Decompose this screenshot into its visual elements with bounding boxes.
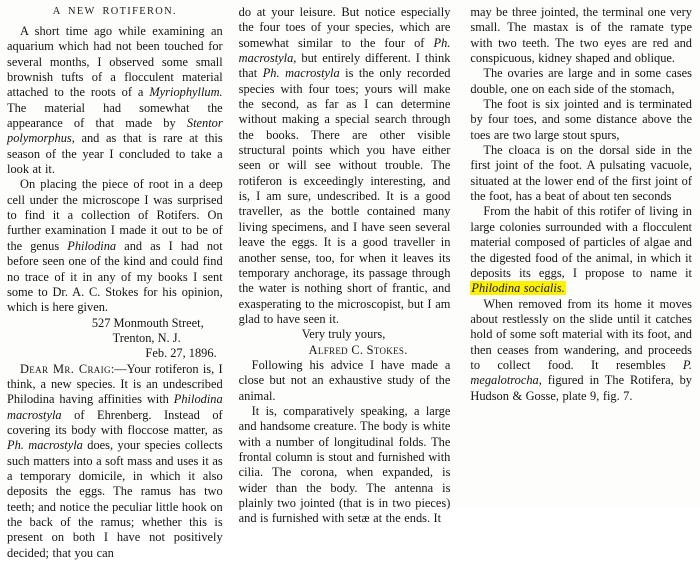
paragraph-c3-p4: The cloaca is on the dorsal side in the first joint of the foot. A pulsating vacuole, situated at the lower end of the first joint of the foot, has a beat of about ten seconds	[470, 143, 692, 204]
address-city: Trenton, N. J.	[112, 330, 181, 345]
column-3	[462, 5, 694, 404]
paragraph-text: When removed from its home it moves about restlessly on the slide until it catches hold of some soft material with its foot, and then ceases from wandering, and proceeds to collect food. It resembles	[470, 296, 692, 372]
paragraph-text-cont: of Ehrenberg. Instead of covering its body with floccose matter, as	[7, 407, 223, 437]
paragraph-c3-p3: The foot is six jointed and is terminated by four toes, and some distance above the toes are two large stout spurs,	[470, 97, 692, 142]
paragraph-c3-p6	[470, 297, 692, 404]
letter-signature-block	[239, 327, 451, 358]
paragraph-text-end: does, your species collects such matters into a soft mass and uses it as a temporary domicile, in which it also deposits the eggs. The ramus has two teeth; and notice the peculiar little hook on the back of the ramus; whether this is present on both I have not positively decided; that you can	[7, 438, 223, 560]
paragraph-c1-p3-letter	[7, 362, 223, 561]
paragraph-text-end: and as I had not before seen one of the kind and could find no trace of it in any of my books I sent some to Dr. A. C. Stokes for his opinion, which is here given.	[7, 238, 223, 315]
address-street: 527 Monmouth Street,	[91, 315, 204, 330]
paragraph-text-end: , and as that is rare at this season of the year I concluded to take a look at it.	[7, 131, 223, 177]
paragraph-c3-p1: may be three jointed, the terminal one very small. The mastax is of the ramate type with two teeth. The two eyes are red and conspicuous, kidney shaped and oblique.	[470, 5, 692, 66]
paragraph-c3-p5	[470, 204, 692, 296]
signature-name: Alfred C. Stokes.	[308, 342, 408, 357]
page-title: A NEW ROTIFERON.	[52, 6, 177, 17]
letter-salutation: Dear Mr. Craig	[20, 361, 111, 376]
paragraph-c2-p1	[239, 5, 451, 327]
species-name-ph-macrostyla: Ph. macrostyla	[7, 438, 83, 453]
paragraph-c1-p2	[7, 177, 223, 315]
paragraph-text: On placing the piece of root in a deep cell under the microscope I was surprised to find it a collection of Rotifers. On further examination I made it out to be of the genus	[7, 177, 223, 253]
paragraph-text-end: is the only recorded species with four toes; yours will make the second, as far as I can determine without making a special search through the books. There are other visible structural points which you have either seen or will see without trouble. The rotiferon is exceedingly interesting, and is, I am sure, undescribed. It is a good traveller, as the bottle contained many living specimens, and I have seen several leave the eggs. It is a good traveller in another sense, too, for when it leaves its temporary anchorage, its passage through the water is nothing short of frantic, and exasperating to the microscopist, but I am glad to have seen it.	[238, 66, 451, 326]
column-2	[233, 5, 463, 527]
species-name-ph-macrostyla-2: Ph. macrostyla	[262, 66, 340, 81]
species-name-p-megalotrocha: P. megalotrocha	[470, 357, 692, 388]
paragraph-text-cont: , but entirely different. I think that	[238, 51, 451, 81]
species-name-philodina-macrostyla: Philodina macrostyla	[7, 392, 223, 422]
paragraph-text-end: , figured in The Rotifera, by Hudson & Gosse, plate 9, fig. 7.	[470, 373, 692, 403]
species-name-myriophyllum: Myriophyllum.	[149, 85, 223, 100]
paragraph-c3-p2: The ovaries are large and in some cases double, one on each side of the stomach,	[470, 66, 692, 96]
paragraph-text: A short time ago while examining an aquarium which had not been touched for several months, I observed some small brownish tufts of a flocculent material attached to the roots of a	[7, 24, 223, 100]
column-1	[7, 5, 233, 561]
paragraph-text-cont: The material had somewhat the appearance of that made by	[7, 100, 223, 131]
species-name-philodina: Philodina	[67, 238, 117, 253]
species-name-ph-macrostyla: Ph. macrostyla	[238, 35, 451, 66]
paragraph-c1-p1	[7, 24, 223, 177]
paragraph-c2-p3: It is, comparatively speaking, a large and handsome creature. The body is white with a number of longitudinal folds. The frontal column is stout and furnished with cilia. The corona, when expanded, is wider than the body. The antenna is plainly two jointed (that is in two pieces) and is furnished with setæ at the ends. It	[238, 403, 451, 526]
signature-closing: Very truly yours,	[301, 327, 386, 342]
paragraph-text: From the habit of this rotifer of living in large colonies surrounded with a flocculent material composed of particles of algae and the digested food of the animal, in which it deposits its eggs, I propose to name it	[470, 204, 692, 280]
address-date: Feb. 27, 1896.	[145, 346, 217, 361]
letter-address-block	[7, 316, 223, 362]
paragraph-text: :—Your rotiferon is, I think, a new species. It is an undescribed Philodina having affinities with	[7, 361, 223, 407]
paragraph-c2-p2: Following his advice I have made a close but not an exhaustive study of the animal.	[238, 357, 451, 403]
paragraph-text: do at your leisure. But notice especially the four toes of your species, which are somewhat similar to the four of	[238, 5, 451, 50]
species-name-stentor-polymorphus: Stentor polymorphus	[7, 116, 223, 146]
highlighted-species-name-philodina-socialis: Philodina socialis.	[471, 281, 565, 296]
